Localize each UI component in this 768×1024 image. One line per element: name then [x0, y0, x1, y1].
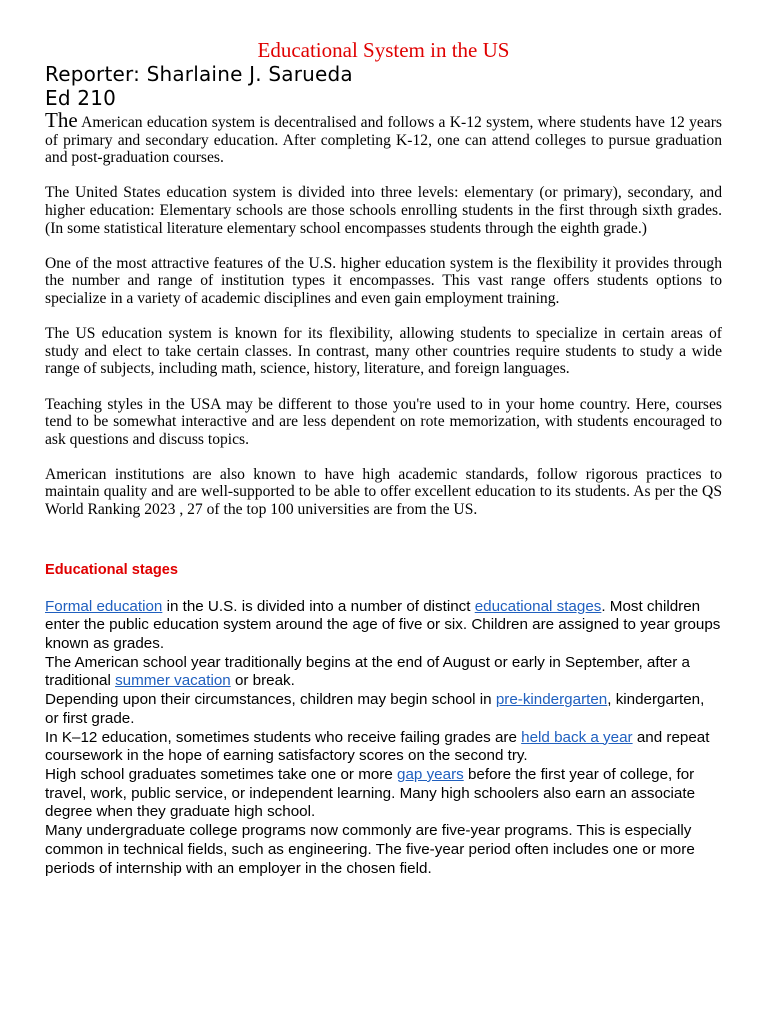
paragraph-teaching-styles: Teaching styles in the USA may be different to those you're used to in your home country. Here, courses tend to be somewhat interactive and are less dependent on rote memorization, with students encouraged to ask questions and discuss topics. — [45, 395, 722, 448]
stages-text: The American school year traditionally begins at the end of August or early in September, after a traditional — [45, 653, 690, 690]
paragraph-intro-text: American education system is decentralised and follows a K-12 system, where students have 12 years of primary and secondary education. After completing K-12, one can attend colleges to pursue graduation and post-graduation courses. — [45, 114, 722, 167]
stages-paragraph-formal — [45, 598, 722, 654]
document-page — [45, 38, 722, 878]
paragraph-flexibility-features: One of the most attractive features of the U.S. higher education system is the flexibility it provides through the number and range of institution types it encompasses. This vast range offers students options to specialize in a variety of academic disciplines and even gain employment training. — [45, 254, 722, 307]
stages-text: Depending upon their circumstances, children may begin school in — [45, 691, 496, 709]
document-title: Educational System in the US — [257, 38, 510, 62]
paragraph-standards: American institutions are also known to have high academic standards, follow rigorous practices to maintain quality and are well-supported to be able to offer excellent education to its students. As per the QS World Ranking 2023 , 27 of the top 100 universities are from the US. — [45, 465, 722, 519]
link-held-back-a-year[interactable]: held back a year — [521, 728, 633, 746]
stages-paragraph-held-back — [45, 729, 722, 766]
reporter-line: Reporter: Sharlaine J. Sarueda — [45, 62, 353, 86]
stages-paragraph-five-year: Many undergraduate college programs now commonly are five-year programs. This is especially common in technical fields, such as engineering. The five-year period often includes one or more periods of internship with an employer in the chosen field. — [45, 822, 695, 877]
stages-text: In K–12 education, sometimes students who receive failing grades are — [45, 728, 522, 746]
paragraph-dropcap: The — [45, 108, 78, 132]
link-formal-education[interactable]: Formal education — [45, 597, 163, 615]
paragraph-specialize: The US education system is known for its flexibility, allowing students to specialize in certain areas of study and elect to take certain classes. In contrast, many other countries require students to study a wide range of subjects, including math, science, history, literature, and foreign languages. — [45, 325, 722, 378]
link-pre-kindergarten[interactable]: pre-kindergarten — [495, 691, 608, 709]
stages-text: , kindergarten, or first grade. — [45, 691, 705, 727]
stages-text: before the first year of college, for travel, work, public service, or independent learning. Many high schoolers also earn an associate degree when they graduate high school. — [45, 765, 696, 821]
link-summer-vacation[interactable]: summer vacation — [115, 672, 231, 690]
stages-heading: Educational stages — [45, 561, 179, 578]
stages-text: and repeat coursework in the hope of earning satisfactory scores on the second try. — [45, 728, 710, 765]
stages-text: High school graduates sometimes take one or more — [45, 765, 398, 783]
course-code: Ed 210 — [45, 86, 117, 110]
stages-paragraph-start-school — [45, 691, 722, 728]
link-gap-years[interactable]: gap years — [397, 765, 464, 783]
stages-text: . Most children enter the public education system around the age of five or six. Children are assigned to year groups known as grades. — [45, 597, 721, 653]
link-educational-stages[interactable]: educational stages — [474, 597, 602, 615]
stages-paragraph-gap-years — [45, 766, 722, 822]
stages-text: in the U.S. is divided into a number of distinct — [162, 597, 475, 615]
paragraph-levels: The United States education system is divided into three levels: elementary (or primary), secondary, and higher education: Elementary schools are those schools enrolling students in the first through sixth grades. (In some statistical literature elementary school encompasses students through the eighth grade.) — [45, 184, 722, 237]
paragraph-intro — [45, 108, 722, 167]
stages-section — [45, 598, 722, 879]
stages-text: or break. — [230, 672, 295, 690]
stages-paragraph-school-year — [45, 654, 722, 691]
